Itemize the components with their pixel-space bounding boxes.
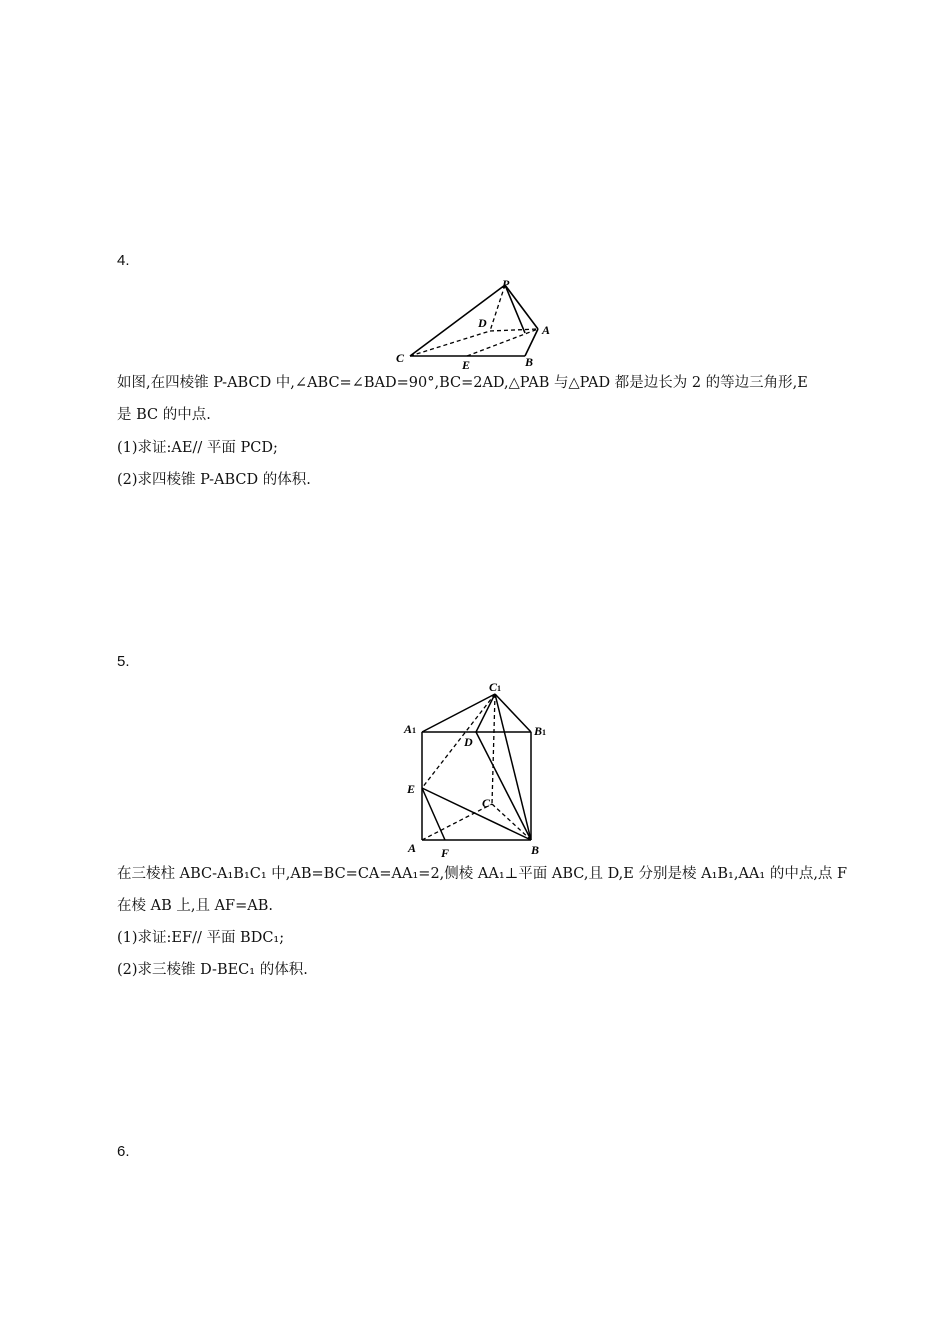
problem-6-number: 6. <box>117 1143 130 1160</box>
label-e: E <box>407 782 416 796</box>
problem-4-question-2: (2)求四棱锥 P-ABCD 的体积. <box>117 472 311 488</box>
label-d: D <box>464 735 473 749</box>
label-f: F <box>441 846 450 860</box>
label-a1: A1 <box>404 722 417 736</box>
label-e: E <box>462 358 471 370</box>
label-c: C <box>482 796 491 810</box>
figure-pyramid-p-abcd <box>392 274 562 374</box>
label-b1: B1 <box>534 724 547 738</box>
problem-5-number: 5. <box>117 653 130 670</box>
label-b: B <box>531 843 540 857</box>
problem-4-text-line-2: 是 BC 的中点. <box>117 407 211 423</box>
label-b: B <box>525 355 534 369</box>
label-a: A <box>408 841 417 855</box>
problem-4-question-1: (1)求证:AE// 平面 PCD; <box>117 440 278 456</box>
problem-4-number: 4. <box>117 252 130 269</box>
label-c1: C1 <box>489 680 502 694</box>
label-a: A <box>542 323 551 337</box>
problem-5-text-line-2: 在棱 AB 上,且 AF=AB. <box>117 898 273 914</box>
label-c: C <box>396 351 405 365</box>
problem-5-question-2: (2)求三棱锥 D-BEC₁ 的体积. <box>117 962 308 978</box>
problem-5-question-1: (1)求证:EF// 平面 BDC₁; <box>117 930 285 946</box>
problem-4-text-line-1: 如图,在四棱锥 P-ABCD 中,∠ABC=∠BAD=90°,BC=2AD,△PAB 与△PAD 都是边长为 2 的等边三角形,E <box>117 375 808 391</box>
figure-prism-abc-a1b1c1 <box>398 676 558 866</box>
label-d: D <box>478 316 487 330</box>
label-p: P <box>502 277 510 291</box>
problem-5-text-line-1: 在三棱柱 ABC-A₁B₁C₁ 中,AB=BC=CA=AA₁=2,侧棱 AA₁⊥平面 ABC,且 D,E 分别是棱 A₁B₁,AA₁ 的中点,点 F <box>117 866 848 882</box>
